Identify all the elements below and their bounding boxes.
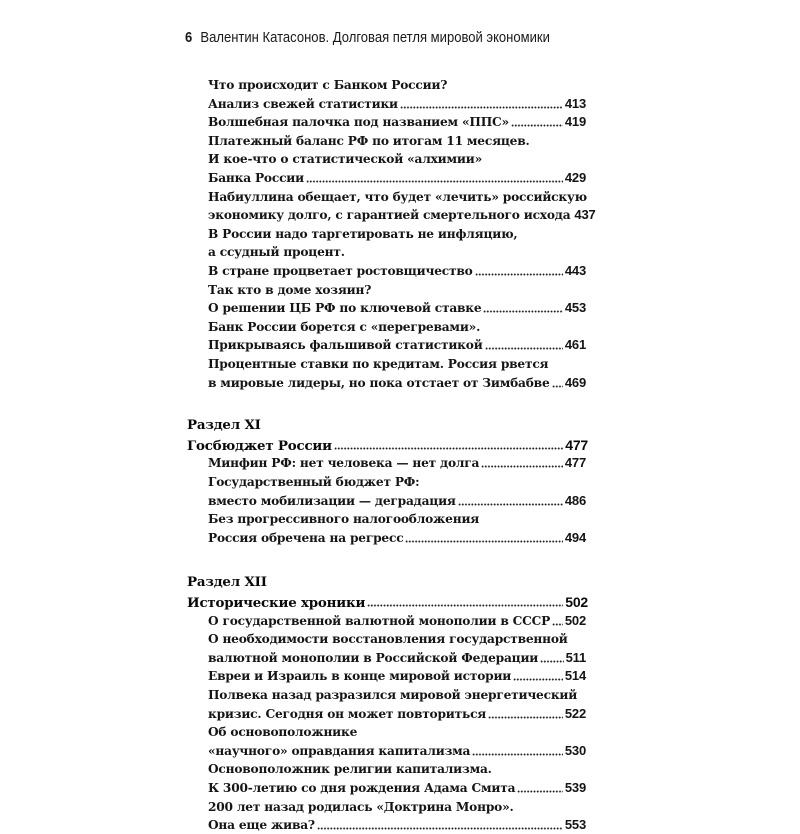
running-header <box>185 30 550 50</box>
toc-entry[interactable] <box>208 492 586 510</box>
toc-entry[interactable] <box>208 630 586 648</box>
toc-entry[interactable] <box>208 76 586 94</box>
dot-leader <box>511 117 563 127</box>
toc-entry-page-number: 437 <box>574 207 596 223</box>
toc-entry[interactable] <box>208 473 586 491</box>
toc-entry[interactable] <box>208 705 586 723</box>
toc-entry[interactable] <box>208 686 586 704</box>
toc-entry-text: Государственный бюджет РФ: <box>208 475 420 489</box>
book-title: Валентин Катасонов. Долговая петля мировой экономики <box>200 30 550 46</box>
toc-entry[interactable] <box>208 132 586 150</box>
toc-entry-page-number: 419 <box>564 114 586 130</box>
toc-entry-text: В стране процветает ростовщичество <box>208 264 473 278</box>
toc-entry-text: Минфин РФ: нет человека — нет долга <box>208 456 480 471</box>
toc-entry[interactable] <box>208 816 586 834</box>
toc-entry-text: К 300-летию со дня рождения Адама Смита <box>208 781 516 795</box>
toc-entry-text: валютной монополии в Российской Федерации <box>208 650 539 665</box>
section-title-text: Исторические хроники <box>187 595 366 611</box>
section-label[interactable] <box>187 573 588 591</box>
dot-leader <box>458 496 563 506</box>
dot-leader <box>475 266 563 276</box>
toc-entry-page-number: 469 <box>564 374 586 390</box>
toc-entry-page-number: 461 <box>564 337 586 353</box>
toc-entry-page-number: 443 <box>564 263 586 278</box>
section-title-page-number: 477 <box>565 436 588 453</box>
toc-entry[interactable] <box>208 336 586 354</box>
toc-entry-text: экономику долго, с гарантией смертельного исхода <box>208 208 571 223</box>
section-label[interactable] <box>187 416 588 434</box>
toc-entry-text: кризис. Сегодня он может повториться <box>208 706 487 721</box>
toc-entry-page-number: 530 <box>564 742 586 758</box>
toc-entry[interactable] <box>208 299 586 317</box>
toc-entry-text: Полвека назад разразился мировой энергетический <box>208 688 578 702</box>
dot-leader <box>483 303 562 313</box>
toc-entry-page-number: 522 <box>564 705 586 721</box>
toc-entry-text: О решении ЦБ РФ по ключевой ставке <box>208 301 482 316</box>
toc-entry-page-number: 453 <box>564 300 586 316</box>
toc-entry[interactable] <box>208 188 586 206</box>
toc-entry-page-number: 539 <box>564 780 586 795</box>
toc-entry-text: Банка России <box>208 171 304 185</box>
toc-entry[interactable] <box>208 243 586 261</box>
toc-entry-text: Банк России борется с «перегревами». <box>208 319 481 334</box>
toc-entry-text: О необходимости восстановления государственной <box>208 632 568 647</box>
toc-entry[interactable] <box>208 318 586 336</box>
toc-entry-text: Волшебная палочка под названием «ППС» <box>208 115 509 130</box>
toc-entry[interactable] <box>208 612 586 630</box>
toc-entry[interactable] <box>208 510 586 528</box>
toc-entry-text: Евреи и Израиль в конце мировой истории <box>208 669 512 684</box>
toc-entry[interactable] <box>208 649 586 667</box>
dot-leader <box>334 440 563 450</box>
toc-entry[interactable] <box>208 225 586 243</box>
toc-entry[interactable] <box>208 779 586 797</box>
dot-leader <box>517 783 563 793</box>
toc-entry[interactable] <box>208 374 586 392</box>
dot-leader <box>306 173 563 183</box>
toc-entry[interactable] <box>208 667 586 685</box>
toc-entry-text: Она еще жива? <box>208 818 315 833</box>
toc-entry-text: Прикрываясь фальшивой статистикой <box>208 338 483 353</box>
dot-leader <box>400 99 563 109</box>
toc-entry-page-number: 511 <box>565 649 586 665</box>
toc-entry-text: Процентные ставки по кредитам. Россия рвется <box>208 357 549 371</box>
dot-leader <box>513 671 563 681</box>
toc-entry-text: 200 лет назад родилась «Доктрина Монро». <box>208 799 514 814</box>
toc-entry[interactable] <box>208 723 586 741</box>
dot-leader <box>488 709 563 719</box>
toc-entry[interactable] <box>208 454 586 472</box>
toc-entry-text: О государственной валютной монополии в СССР <box>208 613 551 628</box>
toc-entry-page-number: 429 <box>564 170 586 185</box>
dot-leader <box>485 340 563 350</box>
toc-entry-page-number: 494 <box>564 529 586 545</box>
dot-leader <box>552 616 563 626</box>
toc-entry-text: Набиуллина обещает, что будет «лечить» российскую <box>208 189 587 204</box>
toc-entry-text: в мировые лидеры, но пока отстает от Зимбабве <box>208 375 550 390</box>
toc-entry[interactable] <box>208 760 586 778</box>
dot-leader <box>472 746 563 756</box>
dot-leader <box>481 458 563 468</box>
toc-entry-text: Анализ свежей статистики <box>208 96 398 111</box>
toc-entry-text: Об основоположнике <box>208 725 358 740</box>
toc-entry-page-number: 477 <box>564 455 586 471</box>
toc-entry-text: Так кто в доме хозяин? <box>208 282 372 297</box>
toc-entry[interactable] <box>208 355 586 373</box>
dot-leader <box>405 533 562 543</box>
dot-leader <box>552 378 563 388</box>
toc-entry-text: Без прогрессивного налогообложения <box>208 512 480 527</box>
toc-entry-text: вместо мобилизации — деградация <box>208 493 456 508</box>
toc-entry-text: «научного» оправдания капитализма <box>208 743 471 758</box>
toc-entry[interactable] <box>208 798 586 816</box>
dot-leader <box>540 653 564 663</box>
section-label-text: Раздел XII <box>187 574 267 591</box>
toc-entry[interactable] <box>208 95 586 113</box>
toc-entry[interactable] <box>208 169 586 187</box>
toc-entry[interactable] <box>208 529 586 547</box>
page-number: 6 <box>185 30 193 46</box>
toc-entry-page-number: 514 <box>564 668 586 684</box>
toc-entry-text: В России надо таргетировать не инфляцию, <box>208 226 518 241</box>
toc-entry-text: Основоположник религии капитализма. <box>208 762 492 777</box>
toc-entry-text: Россия обречена на регресс <box>208 530 404 545</box>
section-title[interactable] <box>187 593 588 611</box>
toc-entry-page-number: 502 <box>564 612 586 628</box>
toc-entry[interactable] <box>208 150 586 168</box>
toc-entry-page-number: 413 <box>564 95 586 111</box>
toc-entry-text: Платежный баланс РФ по итогам 11 месяцев. <box>208 133 530 148</box>
toc-entry-text: Что происходит с Банком России? <box>208 78 448 92</box>
dot-leader <box>367 597 563 607</box>
toc-entry[interactable] <box>208 281 586 299</box>
toc-entry[interactable] <box>208 206 596 224</box>
dot-leader <box>317 820 563 830</box>
toc-entry-text: а ссудный процент. <box>208 245 345 260</box>
toc-entry-page-number: 486 <box>564 492 586 508</box>
section-title[interactable] <box>187 436 588 454</box>
toc-entry[interactable] <box>208 262 586 280</box>
toc-entry-text: И кое-что о статистической «алхимии» <box>208 152 482 167</box>
section-title-page-number: 502 <box>565 594 588 610</box>
toc-entry[interactable] <box>208 113 586 131</box>
section-title-text: Госбюджет России <box>187 437 332 454</box>
section-label-text: Раздел XI <box>187 417 261 434</box>
toc-entry-page-number: 553 <box>564 817 586 833</box>
toc-entry[interactable] <box>208 742 586 760</box>
